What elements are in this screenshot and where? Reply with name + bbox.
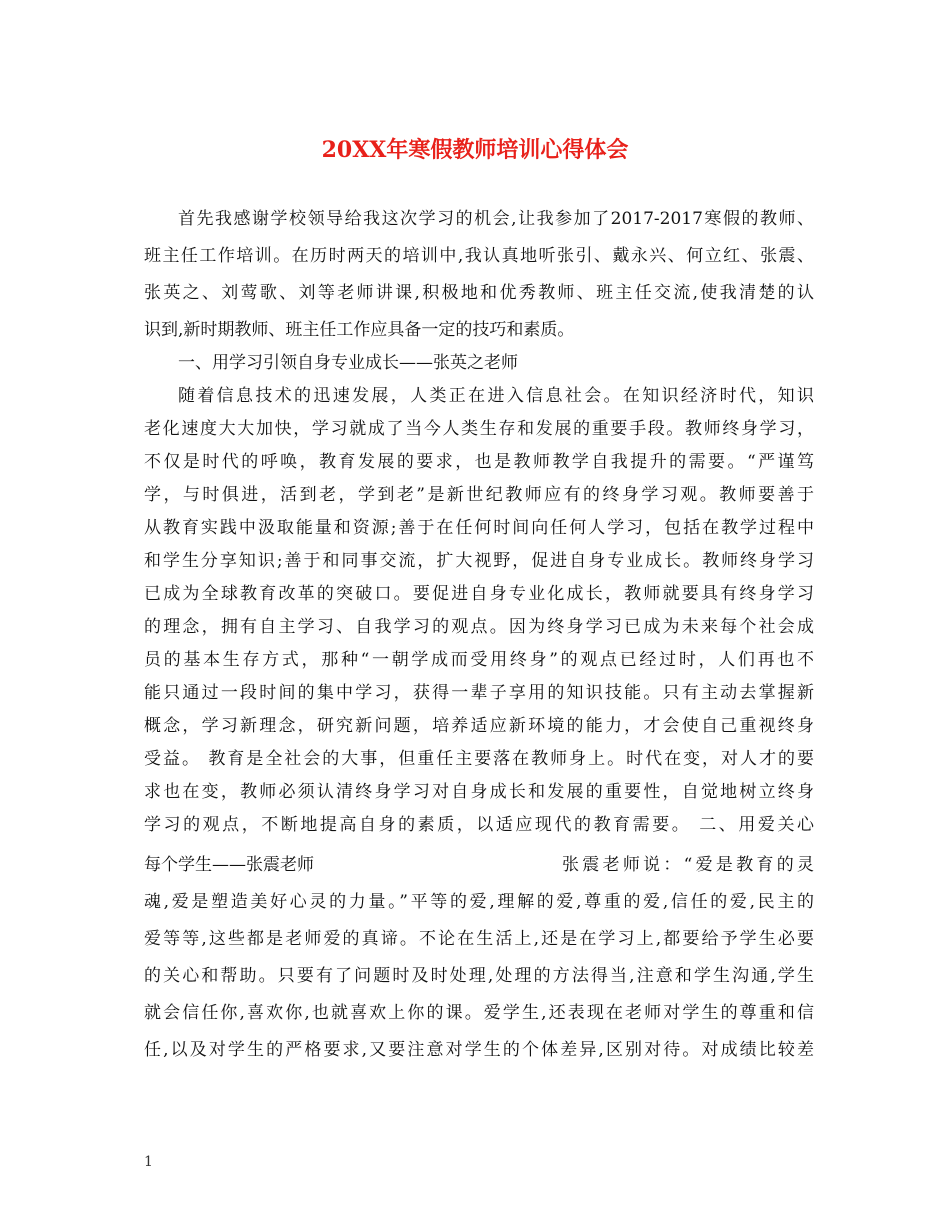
- paragraph-line: 识到,新时期教师、班主任工作应具备一定的技巧和素质。: [144, 320, 575, 340]
- paragraph-line: 班主任工作培训。在历时两天的培训中,我认真地听张引、戴永兴、何立红、张震、: [144, 246, 814, 266]
- paragraph-line: 能只通过一段时间的集中学习，获得一辈子享用的知识技能。只有主动去掌握新: [144, 683, 814, 703]
- paragraph-line: 张英之、刘莺歌、刘等老师讲课,积极地和优秀教师、班主任交流,使我清楚的认: [144, 283, 814, 303]
- section-heading: 每个学生——张震老师: [144, 855, 314, 875]
- paragraph-line: 张震老师说：“爱是教育的灵: [562, 855, 814, 875]
- paragraph-line: 魂,爱是塑造美好心灵的力量。”平等的爱,理解的爱,尊重的爱,信任的爱,民主的: [144, 892, 814, 912]
- document-title: 20XX年寒假教师培训心得体会: [321, 137, 629, 163]
- paragraph-line: 受益。 教育是全社会的大事，但重任主要落在教师身上。时代在变，对人才的要: [144, 749, 814, 769]
- paragraph-line: 任,以及对学生的严格要求,又要注意对学生的个体差异,区别对待。对成绩比较差: [144, 1040, 814, 1060]
- paragraph-line: 和学生分享知识;善于和同事交流，扩大视野，促进自身专业成长。教师终身学习: [144, 551, 814, 571]
- paragraph-line: 的理念，拥有自主学习、自我学习的观点。因为终身学习已成为未来每个社会成: [144, 617, 814, 637]
- paragraph-line: 随着信息技术的迅速发展，人类正在进入信息社会。在知识经济时代，知识: [178, 386, 814, 406]
- paragraph-line: 首先我感谢学校领导给我这次学习的机会,让我参加了2017-2017寒假的教师、: [178, 209, 814, 229]
- section-heading: 一、用学习引领自身专业成长——张英之老师: [178, 353, 518, 373]
- page-number: 1: [144, 1154, 153, 1170]
- paragraph-line: 老化速度大大加快，学习就成了当今人类生存和发展的重要手段。教师终身学习，: [144, 419, 814, 439]
- paragraph-line: 求也在变，教师必须认清终身学习对自身成长和发展的重要性，自觉地树立终身: [144, 782, 814, 802]
- paragraph-line: 的关心和帮助。只要有了问题时及时处理,处理的方法得当,注意和学生沟通,学生: [144, 966, 814, 986]
- paragraph-line: 爱等等,这些都是老师爱的真谛。不论在生活上,还是在学习上,都要给予学生必要: [144, 929, 814, 949]
- paragraph-line: 就会信任你,喜欢你,也就喜欢上你的课。爱学生,还表现在老师对学生的尊重和信: [144, 1003, 814, 1023]
- paragraph-line: 从教育实践中汲取能量和资源;善于在任何时间向任何人学习，包括在教学过程中: [144, 518, 814, 538]
- paragraph-line: 学，与时俱进，活到老，学到老”是新世纪教师应有的终身学习观。教师要善于: [144, 485, 814, 505]
- paragraph-line: 员的基本生存方式，那种“一朝学成而受用终身”的观点已经过时，人们再也不: [144, 650, 814, 670]
- paragraph-line: 已成为全球教育改革的突破口。要促进自身专业化成长，教师就要具有终身学习: [144, 584, 814, 604]
- paragraph-line: 不仅是时代的呼唤，教育发展的要求，也是教师教学自我提升的需要。“严谨笃: [144, 452, 814, 472]
- paragraph-line: 概念，学习新理念，研究新问题，培养适应新环境的能力，才会使自己重视终身: [144, 716, 814, 736]
- paragraph-line: 学习的观点，不断地提高自身的素质，以适应现代的教育需要。 二、用爱关心: [144, 815, 814, 835]
